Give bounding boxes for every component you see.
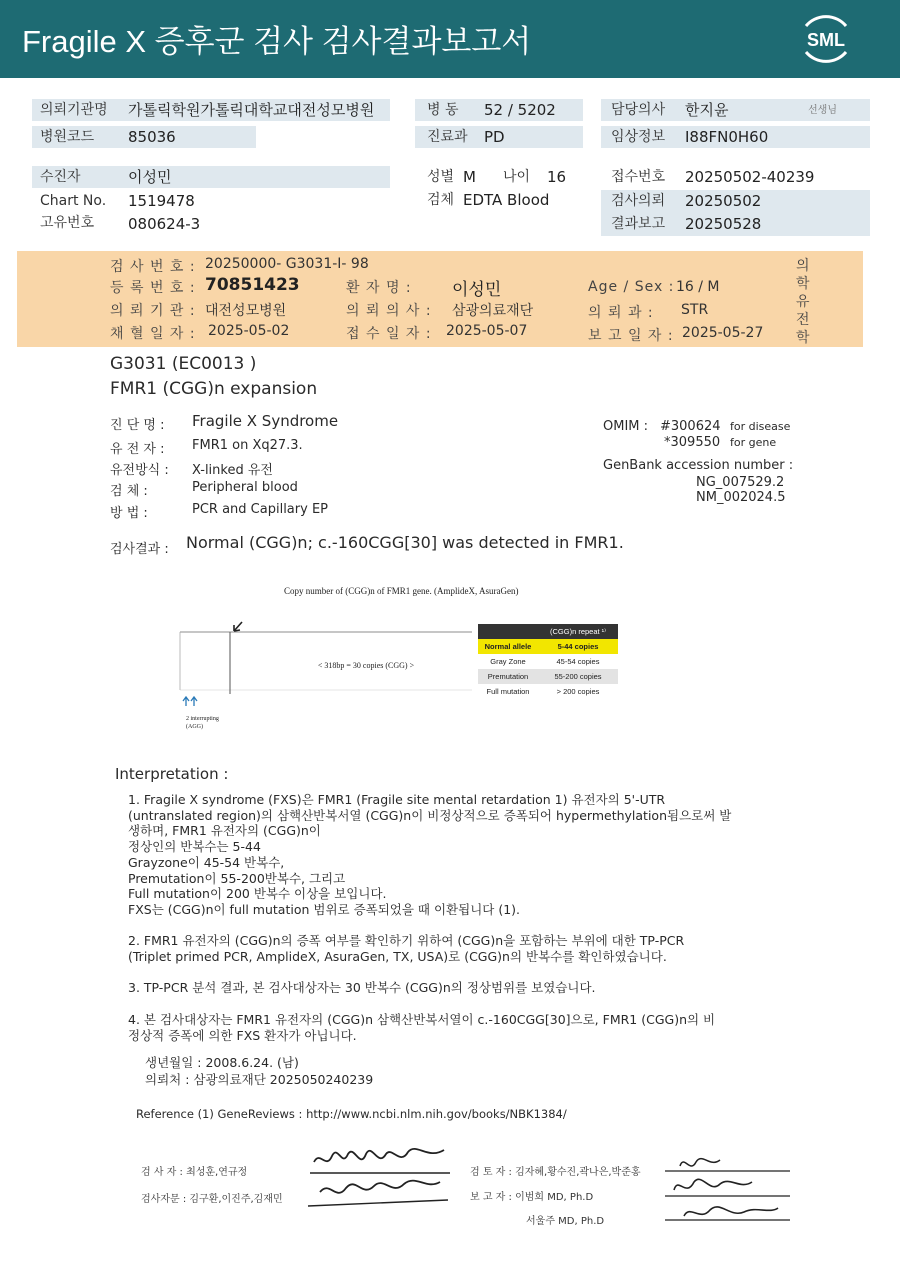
repeat-row: Gray Zone 45-54 copies	[490, 657, 600, 666]
institution-value: 가톨릭학원가톨릭대학교대전성모병원	[128, 101, 375, 119]
band-req-doc-label: 의 뢰 의 사 :	[346, 303, 432, 319]
band-test-no-label: 검 사 번 호 :	[110, 259, 196, 275]
hospital-code-label: 병원코드	[40, 129, 95, 145]
band-age-sex: 16 / M	[676, 279, 720, 295]
method-value: PCR and Capillary EP	[192, 502, 328, 517]
interpretation-title: Interpretation :	[115, 765, 229, 783]
test-code: G3031 (EC0013 )	[110, 354, 257, 374]
repeat-row: Full mutation > 200 copies	[486, 687, 600, 696]
reporter-2: 서울주 MD, Ph.D	[526, 1216, 605, 1227]
reporter: 보 고 자 : 이범희 MD, Ph.D	[470, 1192, 594, 1203]
request-value: 20250502	[685, 192, 762, 210]
genbank-nm: NM_002024.5	[696, 490, 786, 505]
inherit-label: 유전방식 :	[110, 463, 169, 478]
specimen-value: EDTA Blood	[463, 191, 550, 209]
unique-value: 080624-3	[128, 215, 201, 233]
band-patient: 이성민	[452, 280, 502, 300]
dept-label: 진료과	[427, 129, 468, 145]
band-req-doc: 삼광의료재단	[452, 303, 534, 319]
institution-label: 의뢰기관명	[40, 102, 108, 118]
figure-title: Copy number of (CGG)n of FMR1 gene. (AmplideX, AsuraGen)	[284, 586, 519, 596]
spec-value: Peripheral blood	[192, 480, 298, 495]
interrupt-label-2: (AGG)	[186, 724, 203, 730]
client: 의뢰처 : 삼광의료재단 2025050240239	[145, 1072, 374, 1087]
diag-label: 진 단 명 :	[110, 418, 165, 433]
receipt-label: 접수번호	[611, 169, 666, 185]
interrupt-label-1: 2 interrupting	[186, 716, 219, 722]
interp-line: 4. 본 검사대상자는 FMR1 유전자의 (CGG)n 삼핵산반복서열이 c.-160CGG[30]으로, FMR1 (CGG)n의 비	[128, 1011, 716, 1027]
report-date-value: 20250528	[685, 215, 762, 233]
gene-label: 유 전 자 :	[110, 442, 165, 457]
band-age-sex-label: Age / Sex :	[588, 279, 675, 295]
peak-label: < 318bp = 30 copies (CGG) >	[317, 661, 415, 670]
interp-line: 생하며, FMR1 유전자의 (CGG)n이	[128, 823, 321, 839]
repeat-table-header: (CGG)n repeat ¹⁾	[478, 624, 618, 639]
band-dept: STR	[681, 302, 709, 318]
interp-line: 정상인의 반복수는 5-44	[128, 839, 261, 855]
repeat-row: Normal allele 5-44 copies	[478, 639, 618, 654]
result-value: Normal (CGG)n; c.-160CGG[30] was detected in FMR1.	[186, 533, 624, 552]
interp-line: 3. TP-PCR 분석 결과, 본 검사대상자는 30 반복수 (CGG)n의 정상범위를 보였습니다.	[128, 980, 596, 996]
report-date-label: 결과보고	[611, 216, 666, 232]
interp-line	[128, 965, 731, 981]
interpretation-body	[128, 792, 731, 1043]
clinical-label: 임상정보	[611, 129, 666, 145]
band-recv: 2025-05-07	[446, 323, 528, 339]
reviewer-signature	[660, 1152, 795, 1226]
band-inst-label: 의 뢰 기 관 :	[110, 303, 196, 319]
chart-value: 1519478	[128, 192, 195, 210]
sml-logo	[796, 12, 856, 66]
result-label: 검사결과 :	[110, 542, 169, 557]
interp-line: Full mutation이 200 반복수 이상을 보입니다.	[128, 886, 387, 902]
interp-line: 2. FMR1 유전자의 (CGG)n의 증폭 여부를 확인하기 위하여 (CGG)n을 포함하는 부위에 대한 TP-PCR	[128, 933, 685, 949]
doctor-suffix: 선생님	[808, 105, 837, 116]
dept-value: PD	[484, 128, 505, 146]
interp-line: 정상적 증폭에 의한 FXS 환자가 아닙니다.	[128, 1027, 357, 1043]
ward-label: 병 동	[427, 102, 459, 118]
genbank-label: GenBank accession number :	[603, 458, 794, 473]
age-value: 16	[547, 168, 567, 186]
report-header	[0, 0, 900, 78]
interp-line: Premutation이 55-200반복수, 그리고	[128, 870, 346, 886]
reference: Reference (1) GeneReviews : http://www.ncbi.nlm.nih.gov/books/NBK1384/	[136, 1107, 567, 1121]
band-dept-label: 의 뢰 과 :	[588, 305, 654, 321]
dob: 생년월일 : 2008.6.24. (남)	[145, 1055, 299, 1070]
omim-label: OMIM :	[603, 419, 649, 434]
ward-value: 52 / 5202	[484, 101, 556, 119]
patient-label: 수진자	[40, 169, 81, 185]
band-rep: 2025-05-27	[682, 325, 764, 341]
electropherogram	[176, 618, 476, 738]
band-reg-no: 70851423	[205, 275, 300, 295]
band-test-no: 20250000- G3031-I- 98	[205, 256, 369, 272]
chart-label: Chart No.	[40, 193, 107, 209]
specimen-label: 검체	[427, 192, 455, 208]
spec-label: 검 체 :	[110, 484, 148, 499]
inherit-value: X-linked 유전	[192, 463, 273, 478]
genbank-ng: NG_007529.2	[696, 475, 785, 490]
clinical-value: I88FN0H60	[685, 128, 769, 146]
omim-disease-note: for disease	[730, 420, 791, 433]
request-label: 검사의뢰	[611, 193, 666, 209]
omim-gene-note: for gene	[730, 436, 777, 449]
examiner-signature	[300, 1140, 460, 1215]
doctor-value: 한지윤	[685, 101, 729, 119]
interp-line: Grayzone이 45-54 반복수,	[128, 854, 285, 870]
band-patient-label: 환 자 명 :	[346, 280, 412, 296]
band-inst: 대전성모병원	[205, 303, 287, 319]
age-label: 나이	[503, 169, 531, 185]
svg-text:SML: SML	[807, 30, 845, 50]
interp-line: (Triplet primed PCR, AmplideX, AsuraGen, TX, USA)로 (CGG)n의 반복수를 확인하였습니다.	[128, 949, 667, 965]
interp-line: 1. Fragile X syndrome (FXS)은 FMR1 (Fragile site mental retardation 1) 유전자의 5'-UTR	[128, 792, 666, 807]
band-side-text: 의 학 유 전 학	[796, 258, 811, 346]
omim-disease: #300624	[660, 419, 721, 434]
report-title: Fragile X 증후군 검사 검사결과보고서	[22, 24, 532, 59]
band-draw: 2025-05-02	[208, 323, 290, 339]
omim-gene: *309550	[664, 435, 721, 450]
band-rep-label: 보 고 일 자 :	[588, 328, 674, 344]
repeat-table	[478, 624, 618, 699]
receipt-value: 20250502-40239	[685, 168, 815, 186]
band-draw-label: 채 혈 일 자 :	[110, 326, 196, 342]
patient-value: 이성민	[128, 168, 172, 186]
interp-line: FXS는 (CGG)n이 full mutation 범위로 증폭되었을 때 이환됩니다 (1).	[128, 901, 521, 917]
interp-line: (untranslated region)의 삼핵산반복서열 (CGG)n이 비정상적으로 증폭되어 hypermethylation됨으로써 발	[128, 807, 732, 823]
diag-value: Fragile X Syndrome	[192, 412, 339, 430]
test-name: FMR1 (CGG)n expansion	[110, 379, 318, 399]
gene-value: FMR1 on Xq27.3.	[192, 438, 303, 453]
method-label: 방 법 :	[110, 506, 148, 521]
doctor-label: 담당의사	[611, 102, 666, 118]
repeat-row: Premutation 55-200 copies	[478, 669, 618, 684]
unique-label: 고유번호	[40, 215, 95, 231]
hospital-code-value: 85036	[128, 128, 176, 146]
band-recv-label: 접 수 일 자 :	[346, 326, 432, 342]
interp-line	[128, 918, 731, 934]
sex-label: 성별	[427, 169, 455, 185]
interrupt-arrows-icon	[183, 697, 197, 706]
band-reg-no-label: 등 록 번 호 :	[110, 280, 196, 296]
examiner: 검 사 자 : 최성훈,연규정	[141, 1167, 248, 1178]
advisor: 검사자문 : 김구환,이진주,김재민	[141, 1194, 283, 1205]
reviewer: 검 토 자 : 김자혜,황수진,곽나은,박준홍	[470, 1167, 641, 1178]
peak-arrow-icon	[234, 622, 242, 631]
sex-value: M	[463, 168, 476, 186]
interp-line	[128, 996, 731, 1012]
